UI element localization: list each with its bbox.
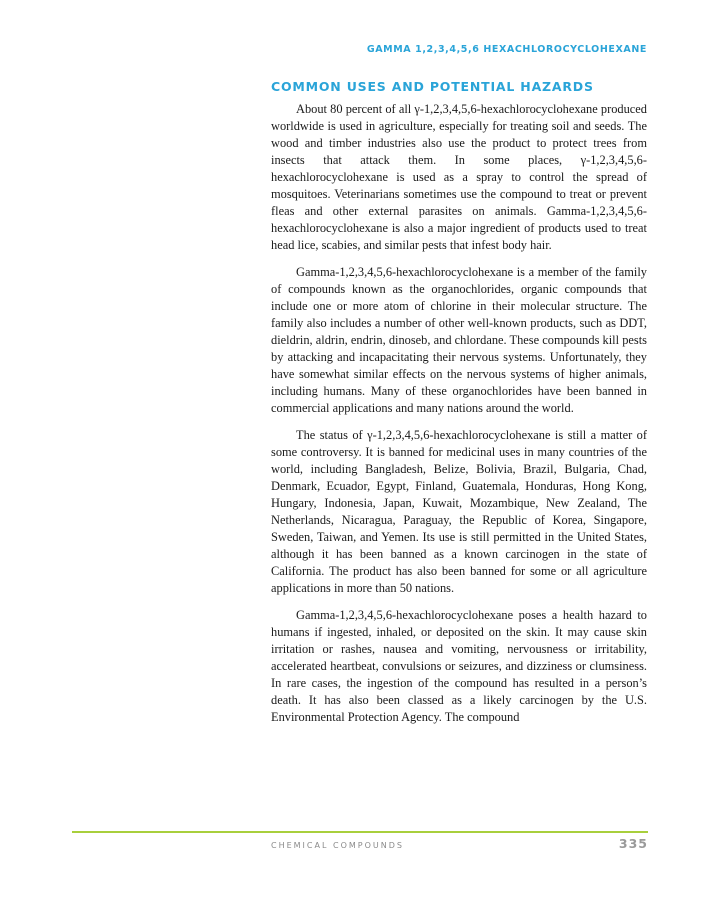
body-text	[271, 101, 647, 736]
paragraph-3: The status of γ-1,2,3,4,5,6-hexachlorocyclohexane is still a matter of some controversy. It is banned for medicinal uses in many countries of the world, including Bangladesh, Belize, Bolivia, Brazil, Bulgaria, Chad, Denmark, Ecuador, Egypt, Finland, Guatemala, Honduras, Hong Kong, Hungary, Indonesia, Japan, Kuwait, Mozambique, New Zealand, The Netherlands, Nicaragua, Paraguay, the Republic of Korea, Singapore, Sweden, Taiwan, and Yemen. Its use is still permitted in the United States, although it has been banned as a known carcinogen in the state of California. The product has also been banned for some or all agriculture applications in more than 50 nations.	[271, 428, 647, 595]
paragraph-1: About 80 percent of all γ-1,2,3,4,5,6-hexachlorocyclohexane produced worldwide is used in agriculture, especially for treating soil and seeds. The wood and timber industries also use the product to protect trees from insects that attack them. In some places, γ-1,2,3,4,5,6-hexachlorocyclohexane is used as a spray to control the spread of mosquitoes. Veterinarians sometimes use the compound to treat or prevent fleas and other external parasites on animals. Gamma-1,2,3,4,5,6-hexachlorocyclohexane is also a major ingredient of products used to treat head lice, scabies, and similar pests that infest body hair.	[271, 102, 647, 252]
page-number: 335	[618, 836, 648, 851]
paragraph-4: Gamma-1,2,3,4,5,6-hexachlorocyclohexane poses a health hazard to humans if ingested, inhaled, or deposited on the skin. It may cause skin irritation or rashes, nausea and vomiting, nervousness or irritability, accelerated heartbeat, convulsions or seizures, and dizziness or clumsiness. In rare cases, the ingestion of the compound has resulted in a person’s death. It has also been classed as a likely carcinogen by the U.S. Environmental Protection Agency. The compound	[271, 608, 647, 724]
paragraph-2: Gamma-1,2,3,4,5,6-hexachlorocyclohexane is a member of the family of compounds known as the organochlorides, organic compounds that include one or more atom of chlorine in their molecular structure. The family also includes a number of other well-known products, such as DDT, dieldrin, aldrin, endrin, dinoseb, and chlordane. These compounds kill pests by attacking and incapacitating their nervous systems. Unfortunately, they have somewhat similar effects on the nervous systems of higher animals, including humans. Many of these organochlorides have been banned in commercial applications and many nations around the world.	[271, 265, 647, 415]
section-heading: COMMON USES AND POTENTIAL HAZARDS	[271, 79, 594, 94]
footer-label: CHEMICAL COMPOUNDS	[271, 841, 404, 850]
footer-rule	[72, 831, 648, 833]
running-head: GAMMA 1,2,3,4,5,6 HEXACHLOROCYCLOHEXANE	[366, 44, 647, 55]
